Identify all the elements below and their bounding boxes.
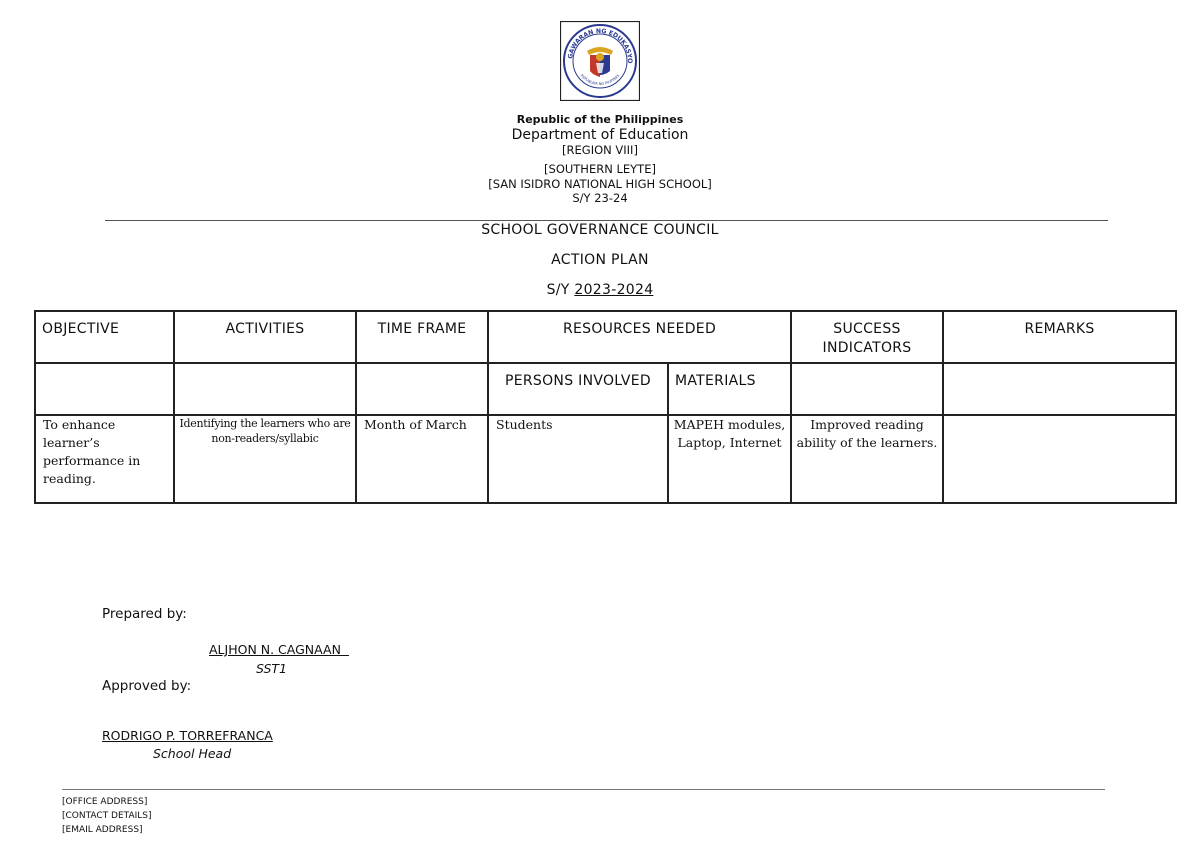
header-activities: ACTIVITIES [174,311,356,363]
sy-prefix: S/Y [546,282,575,298]
sy-value: 2023-2024 [574,282,654,298]
cell-success: Improved reading ability of the learners. [791,415,943,503]
council-title: SCHOOL GOVERNANCE COUNCIL [481,222,719,238]
republic-heading: Republic of the Philippines [516,113,684,126]
prepared-by-name: ALJHON N. CAGNAAN [209,642,341,657]
approved-by-label: Approved by: [102,678,192,694]
subheader-empty [174,363,356,415]
footer-divider [62,789,1105,790]
cell-time-frame: Month of March [356,415,488,503]
subheader-empty [356,363,488,415]
cell-objective: To enhance learner’s performance in reading. [35,415,174,503]
header-objective: OBJECTIVE [35,311,174,363]
footer-email-address: [EMAIL ADDRESS] [62,825,143,835]
cell-persons: Students [488,415,668,503]
approved-by-name: RODRIGO P. TORREFRANCA [102,728,273,743]
school-year-text: S/Y 23-24 [572,191,628,205]
school-text: [SAN ISIDRO NATIONAL HIGH SCHOOL] [488,177,712,191]
sy-title [0,282,1200,298]
header-remarks: REMARKS [943,311,1176,363]
header-materials: MATERIALS [668,363,791,415]
header-success-indicators: SUCCESS INDICATORS [791,311,943,363]
subheader-empty [35,363,174,415]
table-subheader-row [35,363,1176,415]
division-text: [SOUTHERN LEYTE] [544,162,656,176]
footer-contact-details: [CONTACT DETAILS] [62,811,152,821]
cell-activities: Identifying the learners who are non-readers/syllabic [174,415,356,503]
action-plan-table [34,310,1177,504]
footer-office-address: [OFFICE ADDRESS] [62,797,148,807]
subheader-empty [791,363,943,415]
svg-text:REPUBLIKA NG PILIPINAS: REPUBLIKA NG PILIPINAS [579,73,621,87]
header-time-frame: TIME FRAME [356,311,488,363]
header-divider [105,220,1108,221]
region-text: [REGION VIII] [562,143,638,157]
table-row [35,415,1176,503]
header-persons-involved: PERSONS INVOLVED [488,363,668,415]
header-resources-needed: RESOURCES NEEDED [488,311,791,363]
cell-materials: MAPEH modules, Laptop, Internet [668,415,791,503]
subheader-empty [943,363,1176,415]
cell-remarks [943,415,1176,503]
table-header-row [35,311,1176,363]
svg-text:KAGAWARAN NG EDUKASYON: GAWARAN NG EDUKASYO [567,27,634,64]
department-heading: Department of Education [511,127,689,143]
prepared-by-title: SST1 [256,661,288,676]
approved-by-title: School Head [153,746,232,761]
prepared-by-label: Prepared by: [102,606,187,622]
deped-seal-icon [560,21,640,101]
action-plan-title: ACTION PLAN [551,252,649,268]
